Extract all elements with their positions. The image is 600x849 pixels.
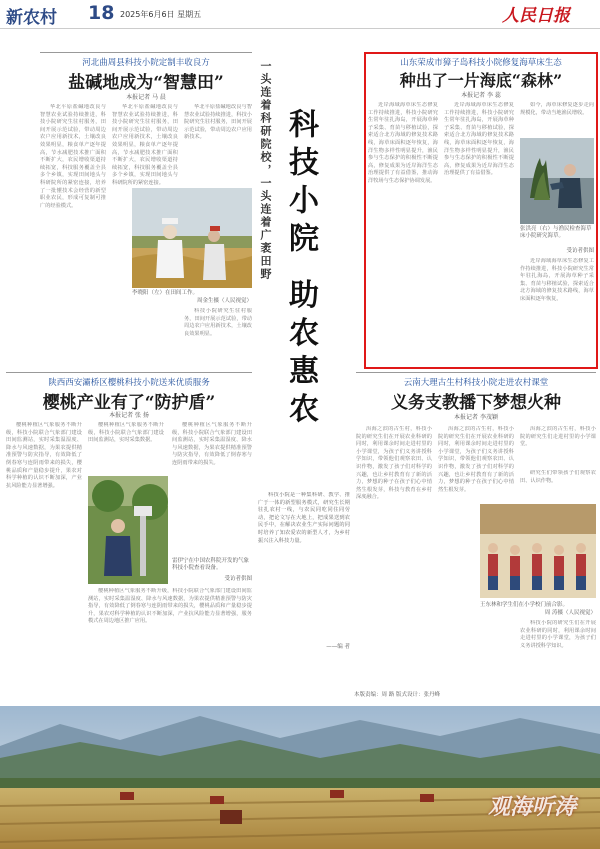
body-text: 华北平原盐碱地改良与智慧农业试验持续推进，科技小院研究生驻村服务，田间开展示范试验，带动周边农户应用新技术。 — [184, 104, 252, 141]
note-author: ——编 者 — [326, 644, 350, 650]
body-text: 樱桃种植区气象服务不断升级，科技小院联合气象部门建设田间监测站，实时采集温湿度、降水与风速数据，为果农提供精准预警与防灾指导，有效降低了倒春寒与连阴雨带来的损失。 — [172, 422, 252, 466]
body-text: 樱桃种植区气象服务不断升级，科技小院联合气象部门建设田间监测站，实时采集数据。 — [88, 422, 164, 444]
body-text: 近岸海域海草床生态修复工作持续推进，科技小院研究生常年驻扎海岛，开展海草种子采集、育苗与移植试验，探索适合北方海域的修复技术路线，海草床面积逐年恢复，海洋生物多样性明显提升，渔民参与生态保护的积极性不断提高，修复成果为近岸海洋生态治理提供了有益借鉴，推动海洋牧场与生态保护协调发展。 — [368, 102, 438, 184]
body-text: 科技小院是一种集科研、教学、推广于一体的新型服务模式，研究生长期驻扎农村一线，与农民同吃同住同劳动，把论文写在大地上，把成果送到农民手中，在解决农业生产实际问题的同时培养了知农爱农的新型人才，为乡村振兴注入科技力量。 — [258, 492, 350, 544]
article-byline: 本报记者 马 晨 — [126, 94, 166, 101]
article-headline: 义务支教播下梦想火种 — [391, 393, 561, 413]
article-yunnan — [356, 372, 596, 688]
photo-caption: 李晓阳（左）在田间工作。 — [132, 290, 199, 296]
article-headline: 樱桃产业有了“防护盾” — [42, 393, 216, 413]
photo-credit: 受访者供图 — [224, 576, 252, 582]
photo-caption: 张洪亮（右）与渔民检查海草床小院研究海草。 — [520, 226, 592, 239]
watermark-text: 观海听涛 — [488, 795, 577, 820]
article-kicker: 山东荣成市獐子岛科技小院修复海草床生态 — [400, 58, 562, 68]
body-text: 近岸海域海草床生态修复工作持续推进，科技小院研究生常年驻扎海岛，开展海草种子采集、育苗与移植试验，探索适合北方海域的修复技术路线，海草床面积逐年恢复，海洋生物多样性明显提升，渔民参与生态保护的积极性不断提高，修复成果为近岸海洋生态治理提供了有益借鉴。 — [444, 102, 514, 177]
feature-main-title: 科技小院 助农惠农 — [283, 108, 318, 431]
article-byline: 本报记者 李茂颖 — [454, 414, 498, 421]
page-number: 18 — [88, 2, 115, 24]
body-text: 研究生们带领孩子们观察农田、认识作物。 — [520, 470, 596, 484]
photo-caption: 雷伊宁在中国农科院开发的气象科技小院查看设备。 — [172, 558, 250, 571]
article-byline: 本报记者 张 扬 — [109, 412, 149, 419]
photo-credit: 受访者供图 — [566, 248, 594, 254]
feature-subtitle: 一头连着科研院校，一头连着广袤田野 — [259, 60, 272, 281]
body-text: 樱桃种植区气象服务不断升级，科技小院联合气象部门建设田间监测站，实时采集温湿度、降水与风速数据，为果农提供精准预警与防灾指导，有效降低了倒春寒与连阴雨带来的损失，樱桃品质和产量稳步提升，果农对科学种植的认识不断加深，产业抗风险能力显著增强，服务模式在周边地区推广应用。 — [88, 588, 252, 625]
article-kicker: 陕西西安灞桥区樱桃科技小院送来优质服务 — [48, 378, 210, 388]
harvest-panorama-photo — [0, 706, 600, 849]
body-text: 樱桃种植区气象服务不断升级，科技小院联合气象部门建设田间监测站，实时采集温湿度、降水与风速数据，为果农提供精准预警与防灾指导，有效降低了倒春寒与连阴雨带来的损失，樱桃品质和产量稳步提升，果农对科学种植的认识不断加深，产业抗风险能力显著增强。 — [6, 422, 82, 489]
photo-credit: 周 涛摄（人民视觉） — [544, 610, 596, 616]
page-credit: 本版责编：周 路 版式设计：张丹峰 — [354, 692, 440, 698]
photo-caption: 王东林和学生们在小学校门前合影。 — [480, 602, 569, 608]
article-kicker: 云南大理古生村科技小院走进农村课堂 — [403, 378, 549, 388]
article-hebei — [40, 52, 252, 370]
photo-credit: 周金生摄（人民视觉） — [196, 298, 252, 304]
body-text: 洱海之滨的古生村，科技小院的研究生们走进村里的小学课堂。 — [520, 426, 596, 448]
highlight-frame — [364, 52, 598, 369]
body-text: 科技小院研究生驻村服务，田间开展示范试验，带动周边农户应用新技术，土壤改良效果明显。 — [184, 308, 252, 337]
school-children-photo — [480, 504, 596, 598]
body-text: 如今，海草床修复逐步走向规模化，带动当地渔民增收。 — [520, 102, 594, 116]
issue-date: 2025年6月6日 星期五 — [120, 10, 202, 19]
section-name: 新农村 — [6, 8, 57, 28]
body-text: 华北平原盐碱地改良与智慧农业试验持续推进，科技小院研究生驻村服务，田间开展示范试验，带动周边农户应用新技术，土壤改良效果明显，粮食单产逐年提高，节水减肥技术推广面积不断扩大，农民增收渠道持续拓宽，科技服务覆盖全县多个乡镇，实现田间地头与科研院所的紧密连接。 — [112, 104, 178, 186]
body-text: 近岸海域海草床生态修复工作持续推进，科技小院研究生常年驻扎海岛，开展海草种子采集、育苗与移植试验，探索适合北方海域的修复技术路线，海草床面积逐年恢复。 — [520, 258, 594, 302]
article-byline: 本报记者 李 蕊 — [461, 92, 501, 99]
orchard-photo — [88, 476, 168, 584]
editors-note — [258, 492, 350, 656]
article-kicker: 河北曲周县科技小院定制丰收良方 — [82, 58, 210, 68]
wheat-field-photo — [132, 188, 252, 288]
article-shaanxi — [6, 372, 252, 688]
body-text: 洱海之滨的古生村，科技小院的研究生们在开展农业科研的同时，利用课余时间走进村里的小学课堂，为孩子们义务讲授科学知识，带领他们观察农田、认识作物，激发了孩子们对科学的兴趣，也让乡村教育有了新的活力，梦想的种子在孩子们心中悄然生根发芽，科技与教育在乡村深度融合。 — [356, 426, 432, 501]
body-text: 华北平原盐碱地改良与智慧农业试验持续推进，科技小院研究生驻村服务，田间开展示范试验，带动周边农户应用新技术，土壤改良效果明显，粮食单产逐年提高，节水减肥技术推广面积不断扩大，农民增收渠道持续拓宽，科技服务覆盖全县多个乡镇，实现田间地头与科研院所的紧密连接，培养了一批懂技术会经营的新型职业农民，形成可复制可推广的经验模式。 — [40, 104, 106, 209]
body-text: 科技小院的研究生们在开展农业科研的同时，利用课余时间走进村里的小学课堂，为孩子们义务讲授科学知识。 — [520, 620, 596, 649]
article-headline: 盐碱地成为“智慧田” — [68, 73, 224, 93]
article-headline: 种出了一片海底“森林” — [399, 71, 563, 90]
body-text: 洱海之滨的古生村，科技小院的研究生们在开展农业科研的同时，利用课余时间走进村里的小学课堂，为孩子们义务讲授科学知识，带领他们观察农田、认识作物，激发了孩子们对科学的兴趣，也让乡村教育有了新的活力，梦想的种子在孩子们心中悄然生根发芽。 — [438, 426, 514, 493]
newspaper-logo: 人民日报 — [502, 6, 570, 26]
